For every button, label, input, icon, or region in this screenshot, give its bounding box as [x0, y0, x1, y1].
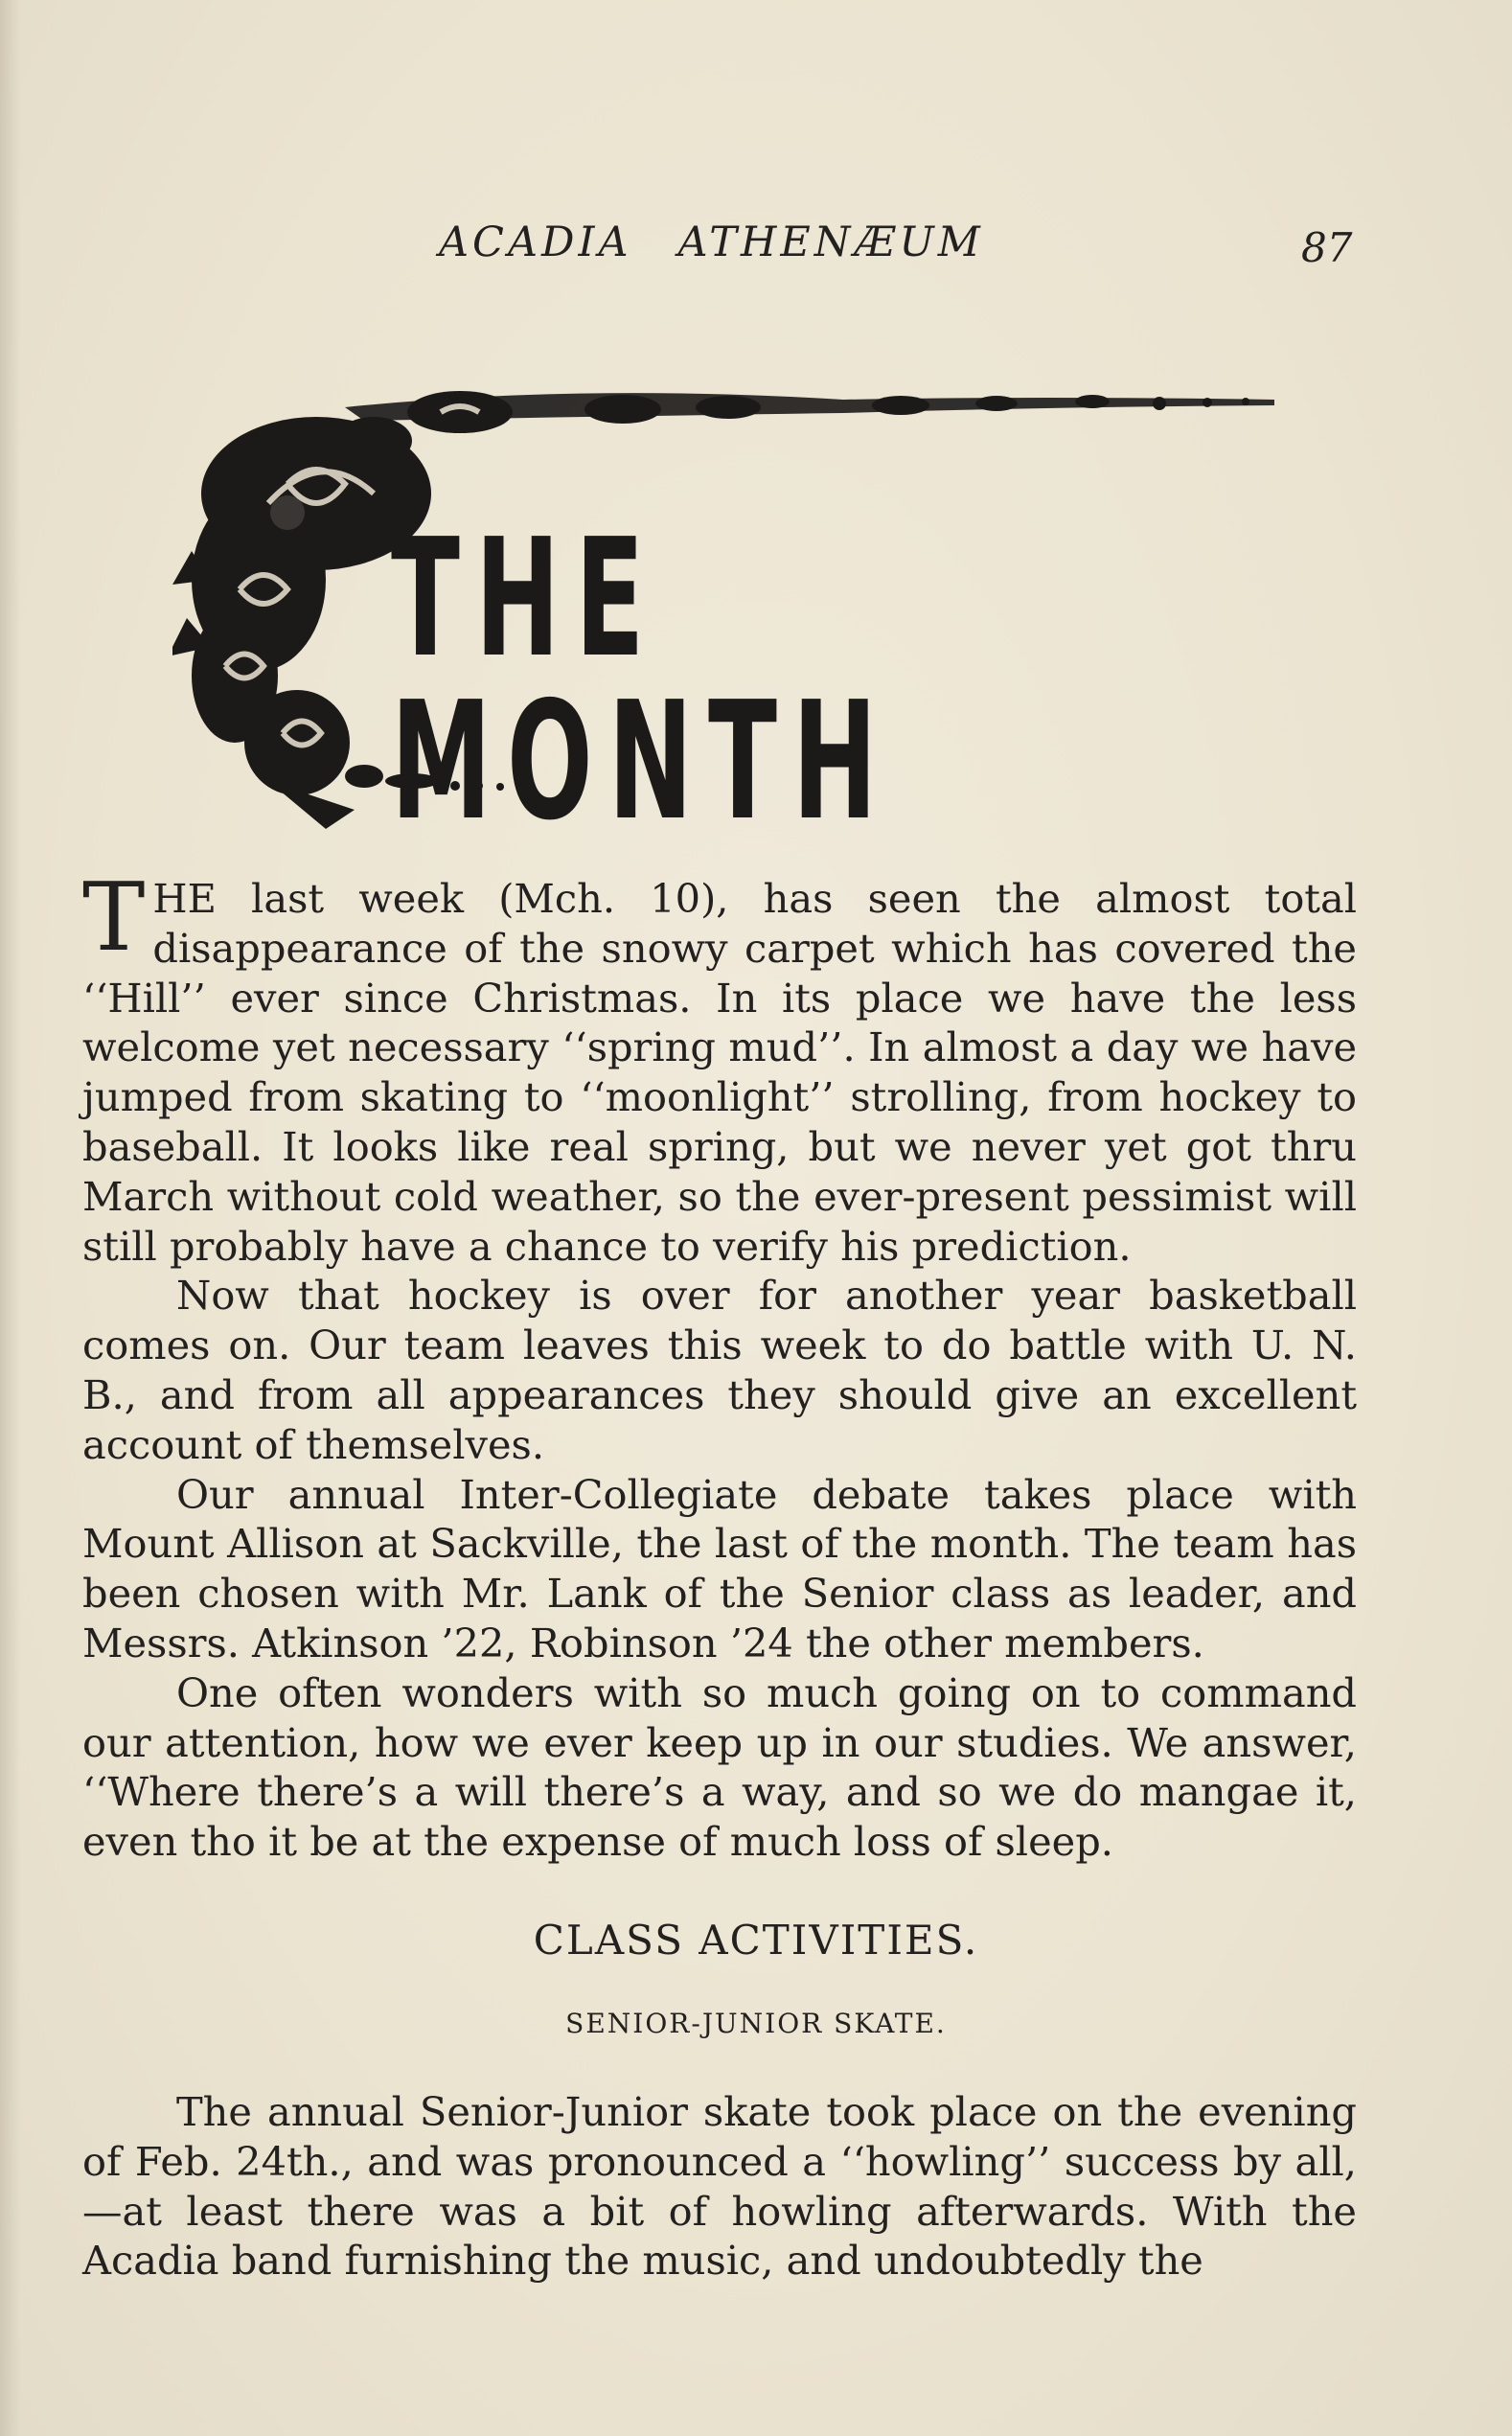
paragraph-1-text: HE last week (Mch. 10), has seen the almost total disappearance of the snowy carpet which has covered the ‘‘Hill’’ ever since Christmas. In its place we have the less welcome yet necessary ‘‘spring mud’’. In almost a day we have jumped from skating to ‘‘moonlight’’ strolling, from hockey to baseball. It looks like real spring, but we never yet got thru March without cold weather, so the ever-present pessimist will still probably have a chance to verify his prediction.: [82, 875, 1357, 1270]
binding-shadow: [0, 0, 21, 2436]
paragraph-2: Now that hockey is over for another year basketball comes on. Our team leaves this week to do battle with U. N. B., and from all appearances they should give an excellent account of themselves.: [82, 1272, 1357, 1468]
skate-paragraph: The annual Senior-Junior skate took place on the evening of Feb. 24th., and was pronounced a ‘‘howling’’ success by all,—at least there was a bit of howling afterwards. With the Acadia band furnishing the music, and undoubtedly the: [82, 2088, 1357, 2285]
senior-junior-skate-subheading: SENIOR-JUNIOR SKATE.: [565, 2008, 947, 2039]
intro-paragraph: [82, 863, 1357, 1867]
drop-cap: T: [82, 863, 146, 973]
the-month-title: THE MONTH: [391, 504, 893, 857]
class-activities-heading: CLASS ACTIVITIES.: [533, 1917, 979, 1964]
paragraph-3: Our annual Inter-Collegiate debate takes place with Mount Allison at Sackville, the last of the month. The team has been chosen with Mr. Lank of the Senior class as leader, and Messrs. Atkinson ’22, Robinson ’24 the other members.: [82, 1470, 1357, 1666]
running-head-part1: ACADIA: [439, 218, 632, 266]
page-number: 87: [1301, 224, 1353, 271]
paragraph-4: One often wonders with so much going on to command our attention, how we ever keep up in our studies. We answer, ‘‘Where there’s a will there’s a way, and so we do mangae it, even tho it be at the expense of much loss of sleep.: [82, 1668, 1357, 1866]
running-head-part2: ATHENÆUM: [677, 218, 984, 266]
running-head: [439, 218, 984, 266]
